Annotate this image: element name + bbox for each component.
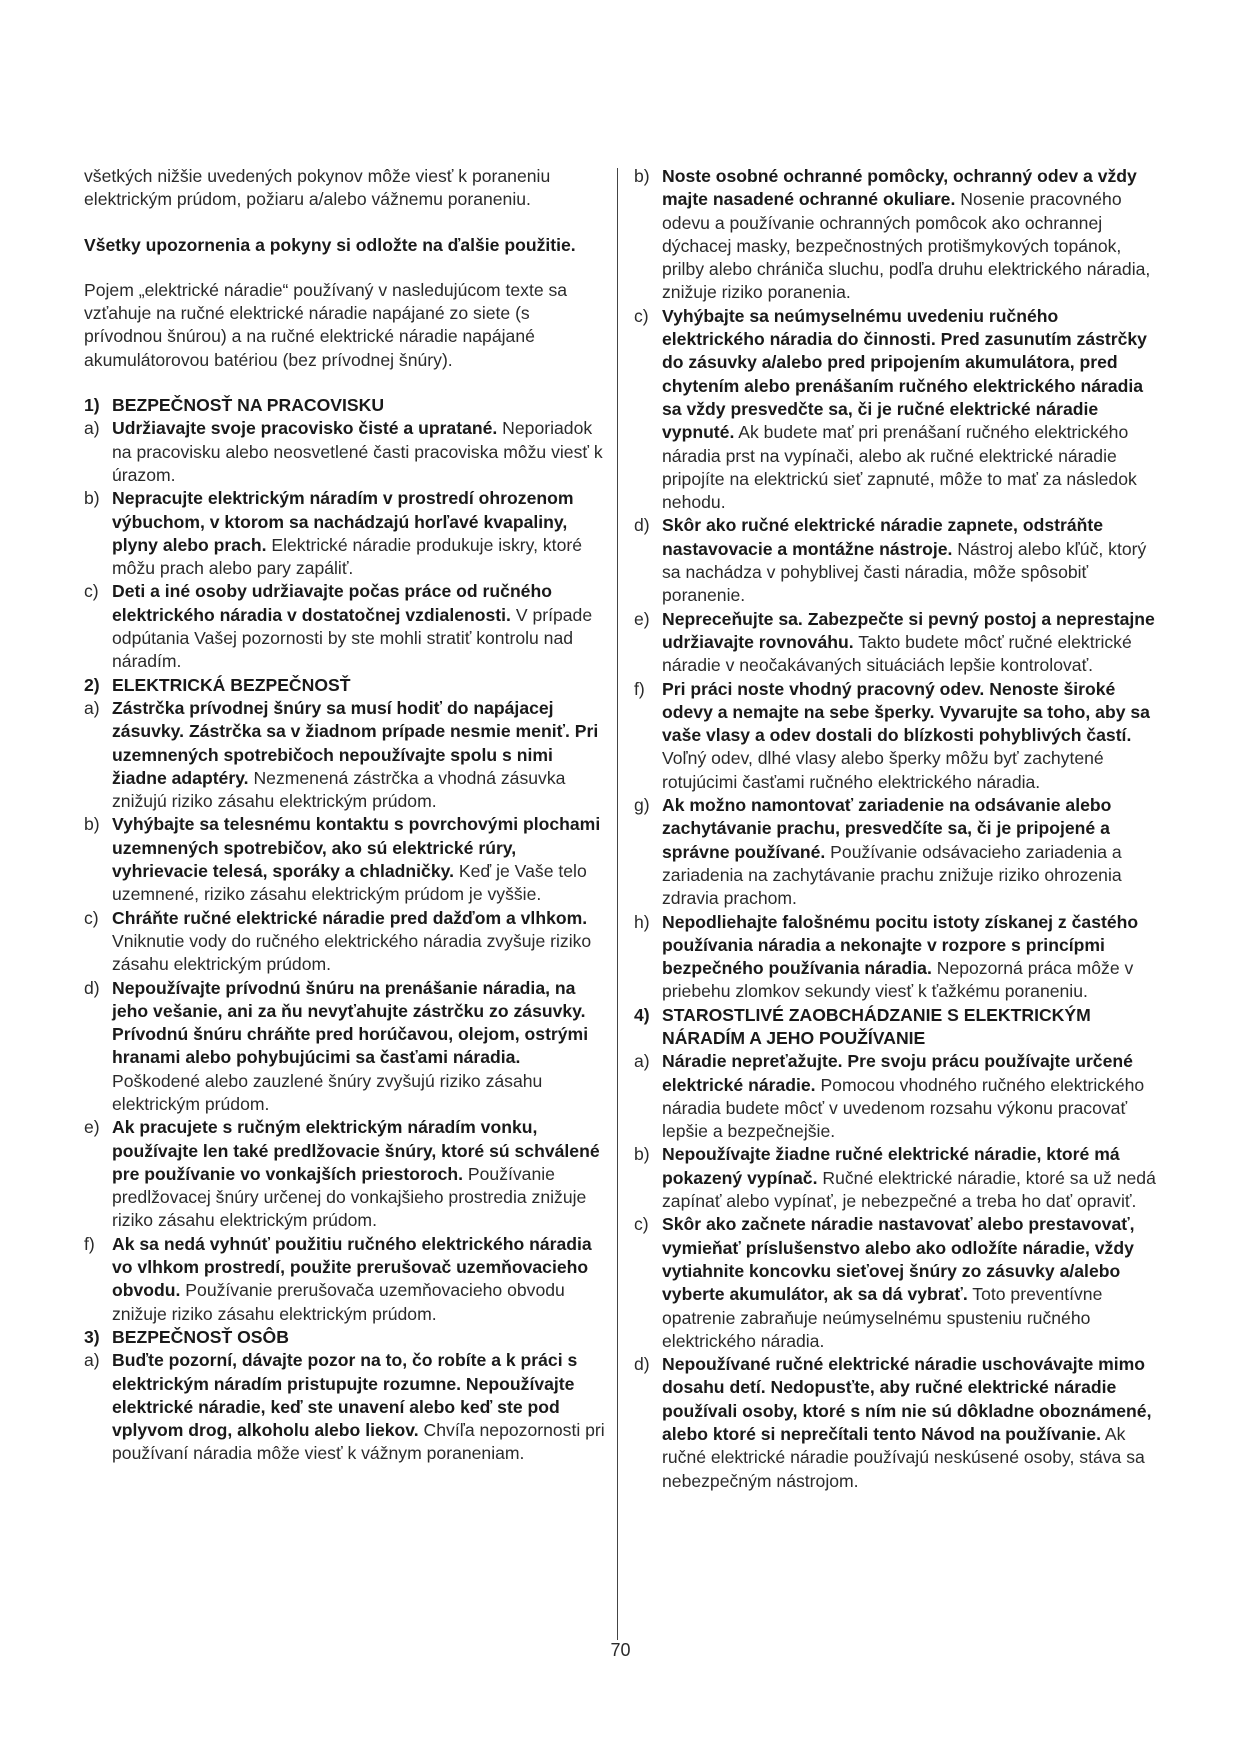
rule-2e: e) Ak pracujete s ručným elektrickým náradím vonku, používajte len také predlžovacie šnúry, ktoré sú schválené pre používanie vo vonkajších priestoroch. Používanie predlžovacej šnúry určenej do vonkajšieho prostredia znižuje riziko zásahu elektrickým prúdom.	[84, 1117, 600, 1231]
rule-4b: b) Nepoužívajte žiadne ručné elektrické náradie, ktoré má pokazený vypínač. Ručné elektrické náradie, ktoré sa už nedá zapínať alebo vypínať, je nebezpečné a treba ho dať opraviť.	[634, 1144, 1156, 1212]
rule-3f: f) Pri práci noste vhodný pracovný odev. Nenoste široké odevy a nemajte na sebe šperky. Vyvarujte sa toho, aby sa vaše vlasy a odev dostali do blízkosti pohyblivých častí. Voľný odev, dlhé vlasy alebo šperky môžu byť zachytené rotujúcimi časťami ručného elektrického náradia.	[634, 678, 1150, 792]
rule-3g: g) Ak možno namontovať zariadenie na odsávanie alebo zachytávanie prachu, presvedčíte sa, či je pripojené a správne používané. Používanie odsávacieho zariadenia a zariadenia na zachytávanie prachu znižuje riziko ohrozenia zdravia prachom.	[634, 795, 1122, 909]
rule-3h: h) Nepodliehajte falošnému pocitu istoty získanej z častého používania náradia a nekonajte v rozpore s princípmi bezpečného používania náradia. Nepozorná práca môže v priebehu zlomkov sekundy viesť k ťažkému poraneniu.	[634, 911, 1139, 1002]
left-column	[84, 165, 606, 1466]
rule-4c: c) Skôr ako začnete náradie nastavovať alebo prestavovať, vymieňať príslušenstvo alebo ako odložíte náradie, vždy vytiahnite koncovku sieťovej šnúry zo zásuvky a/alebo vyberte akumulátor, ak sa dá vybrať. Toto preventívne opatrenie zabraňuje neúmyselnému spusteniu ručného elektrického náradia.	[634, 1214, 1135, 1351]
rule-2f: f) Ak sa nedá vyhnúť použitiu ručného elektrického náradia vo vlhkom prostredí, použite prerušovač uzemňovacieho obvodu. Používanie prerušovača uzemňovacieho obvodu znižuje riziko zásahu elektrickým prúdom.	[84, 1233, 592, 1324]
section-heading-2: 2) ELEKTRICKÁ BEZPEČNOSŤ	[84, 674, 351, 695]
rule-4d: d) Nepoužívané ručné elektrické náradie uschovávajte mimo dosahu detí. Nedopusťte, aby ručné elektrické náradie používali osoby, ktoré s ním nie sú dôkladne oboznámené, alebo ktoré si neprečítali tento Návod na používanie. Ak ručné elektrické náradie používajú neskúsené osoby, stáva sa nebezpečným nástrojom.	[634, 1354, 1152, 1491]
section-heading-1: 1) BEZPEČNOSŤ NA PRACOVISKU	[84, 395, 385, 416]
rule-1b: b) Nepracujte elektrickým náradím v prostredí ohrozenom výbuchom, v ktorom sa nachádzajú horľavé kvapaliny, plyny alebo prach. Elektrické náradie produkuje iskry, ktoré môžu prach alebo pary zapáliť.	[84, 488, 583, 579]
rule-3c: c) Vyhýbajte sa neúmyselnému uvedeniu ručného elektrického náradia do činnosti. Pred zasunutím zástrčky do zásuvky a/alebo pred pripojením akumulátora, pred chytením alebo prenášaním ručného elektrického náradia sa vždy presvedčte sa, či je ručné elektrické náradie vypnuté. Ak budete mať pri prenášaní ručného elektrického náradia prst na vypínači, alebo ak ručné elektrické náradie pripojíte na elektrickú sieť zapnuté, môže to mať za následok nehodu.	[634, 305, 1147, 513]
rule-3d: d) Skôr ako ručné elektrické náradie zapnete, odstráňte nastavovacie a montážne nástroje. Nástroj alebo kľúč, ktorý sa nachádza v pohyblivej časti náradia, môže spôsobiť poranenie.	[634, 515, 1147, 606]
rule-2a: a) Zástrčka prívodnej šnúry sa musí hodiť do napájacej zásuvky. Zástrčka sa v žiadnom prípade nesmie meniť. Pri uzemnených spotrebičoch nepoužívajte spolu s nimi žiadne adaptéry. Nezmenená zástrčka a vhodná zásuvka znižujú riziko zásahu elektrickým prúdom.	[84, 697, 599, 812]
page-number: 70	[610, 1640, 631, 1660]
intro-paragraph: všetkých nižšie uvedených pokynov môže viesť k poraneniu elektrickým prúdom, požiaru a/alebo vážnemu poraneniu.	[84, 166, 551, 210]
rule-2c: c) Chráňte ručné elektrické náradie pred dažďom a vlhkom. Vniknutie vody do ručného elektrického náradia zvyšuje riziko zásahu elektrickým prúdom.	[84, 907, 592, 975]
rule-2d: d) Nepoužívajte prívodnú šnúru na prenášanie náradia, na jeho vešanie, ani za ňu nevyťahujte zástrčku zo zásuvky. Prívodnú šnúru chráňte pred horúčavou, olejom, ostrými hranami alebo pohybujúcimi sa časťami náradia. Poškodené alebo zauzlené šnúry zvyšujú riziko zásahu elektrickým prúdom.	[84, 977, 589, 1114]
right-column	[634, 165, 1164, 1493]
rule-3e: e) Nepreceňujte sa. Zabezpečte si pevný postoj a neprestajne udržiavajte rovnováhu. Takto budete môcť ručné elektrické náradie v neočakávaných situáciách lepšie kontrolovať.	[634, 608, 1155, 676]
section-heading-4: 4) STAROSTLIVÉ ZAOBCHÁDZANIE S ELEKTRICKÝM NÁRADÍM A JEHO POUŽÍVANIE	[634, 1004, 1091, 1048]
rule-4a: a) Náradie nepreťažujte. Pre svoju prácu používajte určené elektrické náradie. Pomocou vhodného ručného elektrického náradia budete môcť v uvedenom rozsahu výkonu pracovať lepšie a bezpečnejšie.	[634, 1051, 1145, 1142]
rule-1a: a) Udržiavajte svoje pracovisko čisté a upratané. Neporiadok na pracovisku alebo neosvetlené časti pracoviska môžu viesť k úrazom.	[84, 418, 603, 485]
section-heading-3: 3) BEZPEČNOSŤ OSÔB	[84, 1326, 289, 1347]
term-definition: Pojem „elektrické náradie“ používaný v nasledujúcom texte sa vzťahuje na ručné elektrické náradie napájané zo siete (s prívodnou šnúrou) a na ručné elektrické náradie napájané akumulátorovou batériou (bez prívodnej šnúry).	[84, 279, 568, 370]
rule-1c: c) Deti a iné osoby udržiavajte počas práce od ručného elektrického náradia v dostatočnej vzdialenosti. V prípade odpútania Vašej pozornosti by ste mohli stratiť kontrolu nad náradím.	[84, 581, 593, 672]
rule-2b: b) Vyhýbajte sa telesnému kontaktu s povrchovými plochami uzemnených spotrebičov, ako sú elektrické rúry, vyhrievacie telesá, sporáky a chladničky. Keď je Vaše telo uzemnené, riziko zásahu elektrickým prúdom je vyššie.	[84, 814, 601, 905]
keep-instructions-note: Všetky upozornenia a pokyny si odložte na ďalšie použitie.	[84, 234, 576, 255]
rule-3a: a) Buďte pozorní, dávajte pozor na to, čo robíte a k práci s elektrickým náradím pristupujte rozumne. Nepoužívajte elektrické náradie, keď ste unavení alebo keď ste pod vplyvom drog, alkoholu alebo liekov. Chvíľa nepozornosti pri používaní náradia môže viesť k vážnym poraneniam.	[84, 1350, 605, 1464]
column-divider	[617, 168, 618, 1640]
rule-3b: b) Noste osobné ochranné pomôcky, ochranný odev a vždy majte nasadené ochranné okuliare. Nosenie pracovného odevu a používanie ochranných pomôcok ako ochrannej dýchacej masky, bezpečnostných protišmykových topánok, prilby alebo chrániča sluchu, podľa druhu elektrického náradia, znižuje riziko poranenia.	[634, 166, 1151, 303]
